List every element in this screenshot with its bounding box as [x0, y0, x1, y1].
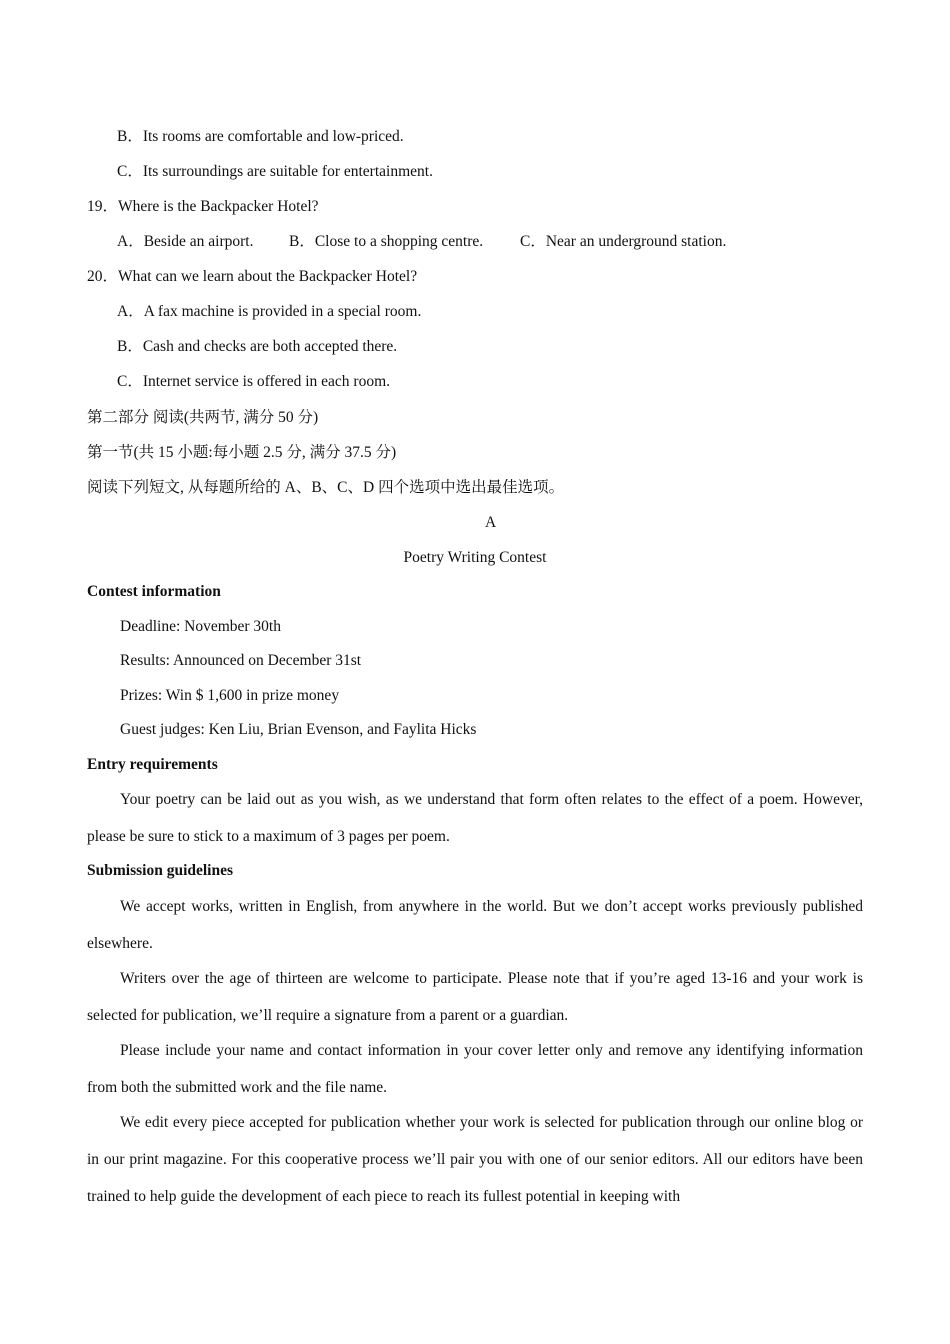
passage-letter: A: [485, 514, 497, 531]
q20-option-a: A．A fax machine is provided in a special room.: [117, 303, 422, 320]
part-title: 第二部分 阅读(共两节, 满分 50 分): [87, 409, 319, 426]
q20-stem: 20．What can we learn about the Backpacker Hotel?: [87, 268, 418, 285]
contest-info-heading: Contest information: [87, 583, 221, 600]
q19-option-a: A．Beside an airport.: [117, 233, 254, 250]
deadline-item: Deadline: November 30th: [120, 618, 281, 635]
submission-paragraph-1: We accept works, written in English, from anywhere in the world. But we don’t accept works previously published elsewhere.: [87, 898, 863, 952]
q19-stem: 19．Where is the Backpacker Hotel?: [87, 198, 319, 215]
prizes-item: Prizes: Win $ 1,600 in prize money: [120, 687, 340, 704]
section-title: 第一节(共 15 小题:每小题 2.5 分, 满分 37.5 分): [87, 444, 397, 461]
q20-option-b: B．Cash and checks are both accepted there.: [117, 338, 398, 355]
entry-heading: Entry requirements: [87, 756, 218, 773]
judges-item: Guest judges: Ken Liu, Brian Evenson, and Faylita Hicks: [120, 721, 477, 738]
q19-option-b: B．Close to a shopping centre.: [289, 233, 484, 250]
section-instruction: 阅读下列短文, 从每题所给的 A、B、C、D 四个选项中选出最佳选项。: [87, 479, 565, 496]
submission-paragraph-2: Writers over the age of thirteen are welcome to participate. Please note that if you’re aged 13-16 and your work is selected for publication, we’ll require a signature from a parent or a guardian.: [87, 970, 863, 1024]
q18-option-b: B．Its rooms are comfortable and low-priced.: [117, 128, 404, 145]
submission-paragraph-4: We edit every piece accepted for publication whether your work is selected for publication through our online blog or in our print magazine. For this cooperative process we’ll pair you with one of our senior editors. All our editors have been trained to help guide the development of each piece to reach its fullest potential in keeping with: [87, 1114, 863, 1205]
entry-paragraph: Your poetry can be laid out as you wish, as we understand that form often relates to the effect of a poem. However, please be sure to stick to a maximum of 3 pages per poem.: [87, 791, 863, 845]
results-item: Results: Announced on December 31st: [120, 652, 362, 669]
submission-paragraph-3: Please include your name and contact information in your cover letter only and remove any identifying information from both the submitted work and the file name.: [87, 1042, 863, 1096]
submission-heading: Submission guidelines: [87, 862, 234, 879]
q19-option-c: C．Near an underground station.: [520, 233, 727, 250]
passage-title: Poetry Writing Contest: [403, 549, 547, 566]
q18-option-c: C．Its surroundings are suitable for entertainment.: [117, 163, 433, 180]
q20-option-c: C．Internet service is offered in each room.: [117, 373, 391, 390]
